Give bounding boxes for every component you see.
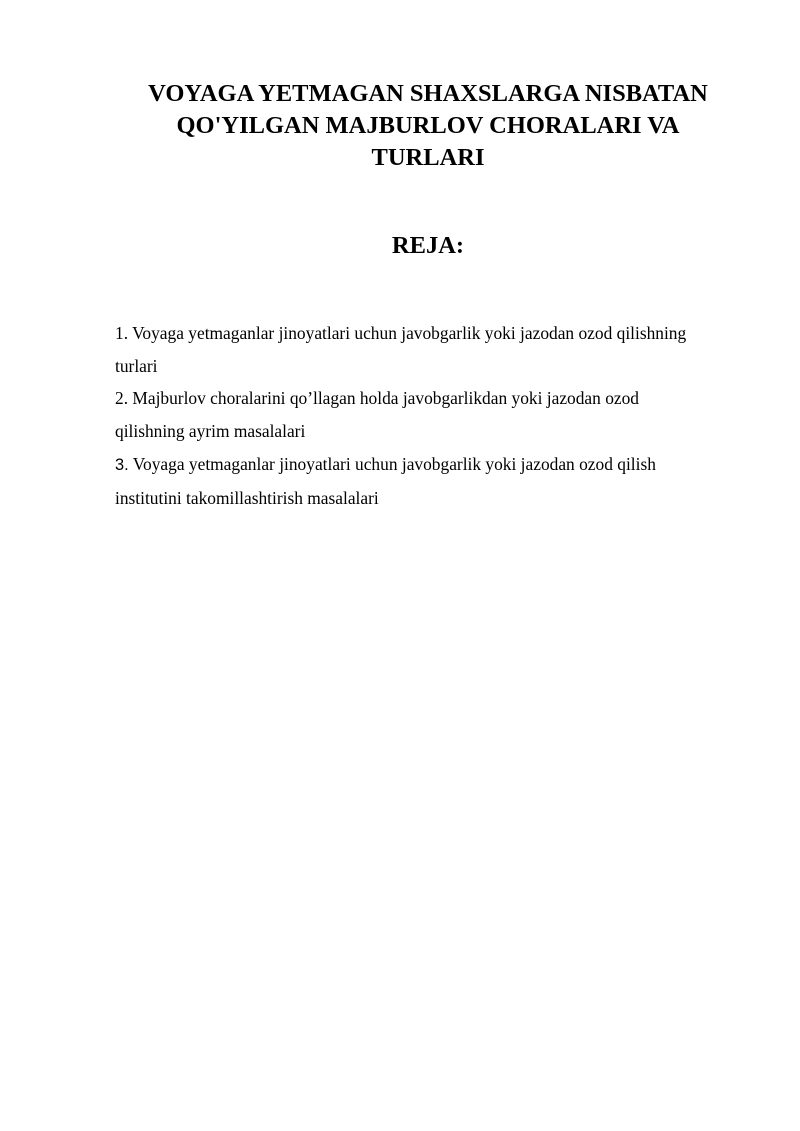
plan-item-number: 2. xyxy=(115,388,129,409)
plan-item-text-continued: qilishning ayrim masalalari xyxy=(115,421,306,442)
plan-item-text: Voyaga yetmaganlar jinoyatlari uchun javobgarlik yoki jazodan ozod qilish xyxy=(132,453,656,474)
document-title xyxy=(110,78,746,174)
plan-item-number: 3. xyxy=(115,455,129,474)
plan-item xyxy=(115,448,755,514)
plan-heading: REJA: xyxy=(391,232,465,259)
plan-item-first-line xyxy=(115,382,755,415)
title-line: VOYAGA YETMAGAN SHAXSLARGA NISBATAN xyxy=(148,80,708,107)
plan-list xyxy=(115,317,755,514)
plan-item-first-line xyxy=(115,448,755,482)
title-line: TURLARI xyxy=(371,144,485,171)
plan-item-number: 1. xyxy=(115,323,129,343)
plan-item xyxy=(115,317,755,382)
plan-item-first-line xyxy=(115,317,755,350)
plan-item-text-continued: institutini takomillashtirish masalalari xyxy=(115,487,379,508)
title-line: QO'YILGAN MAJBURLOV CHORALARI VA xyxy=(176,112,680,139)
plan-item-text: Majburlov choralarini qo’llagan holda javobgarlikdan yoki jazodan ozod xyxy=(132,388,639,409)
plan-item-text-continued: turlari xyxy=(115,355,158,376)
plan-item xyxy=(115,382,755,447)
plan-item-text: Voyaga yetmaganlar jinoyatlari uchun javobgarlik yoki jazodan ozod qilishning xyxy=(132,323,687,343)
